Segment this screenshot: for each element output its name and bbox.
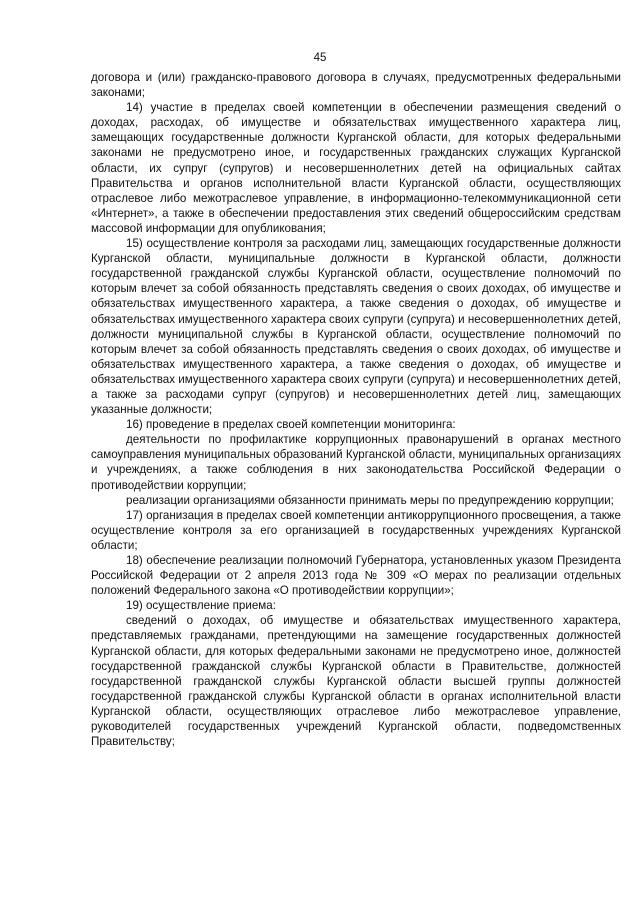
document-body	[91, 70, 621, 749]
paragraph-item-16: 16) проведение в пределах своей компетенции мониторинга:	[126, 418, 456, 432]
paragraph-item-16-sub-1: деятельности по профилактике коррупционных правонарушений в органах местного самоуправления муниципальных образований Курганской области, муниципальных организациях и учреждениях, а также соблюдения в них законодательства Российской Федерации о противодействии коррупции;	[91, 433, 621, 492]
paragraph: договора и (или) гражданско-правового договора в случаях, предусмотренных федеральными законами;	[91, 71, 621, 100]
page-number: 45	[313, 52, 327, 64]
paragraph-item-19: 19) осуществление приема:	[126, 599, 276, 613]
paragraph-item-15: 15) осуществление контроля за расходами лиц, замещающих государственные должности Курганской области, муниципальные должности в Курганской области, должности государственной гражданской службы Курганской области, осуществление полномочий по которым влечет за собой обязанность представлять сведения о своих доходах, об имуществе и обязательствах имущественного характера, а также сведения о доходах, об имуществе и обязательствах имущественного характера своих супруги (супруга) и несовершеннолетних детей, должности муниципальной службы в Курганской области, осуществление полномочий по которым влечет за собой обязанность представлять сведения о своих доходах, об имуществе и обязательствах имущественного характера, а также сведения о доходах, об имуществе и обязательствах имущественного характера своих супруги (супруга) и несовершеннолетних детей, а также за расходами супруг (супругов) и несовершеннолетних детей лиц, замещающих указанные должности;	[91, 237, 621, 417]
paragraph-item-19-sub-1: сведений о доходах, об имуществе и обязательствах имущественного характера, представляемых гражданами, претендующими на замещение государственных должностей Курганской области, для которых федеральными законами не предусмотрено иное, должностей государственной гражданской службы Курганской области в Правительстве, должностей государственной гражданской службы Курганской области высшей группы должностей государственной гражданской службы Курганской области в органах исполнительной власти Курганской области, осуществляющих отраслевое либо межотраслевое управление, руководителей государственных учреждений Курганской области, подведомственных Правительству;	[91, 614, 621, 749]
paragraph-item-14: 14) участие в пределах своей компетенции в обеспечении размещения сведений о доходах, расходах, об имуществе и обязательствах имущественного характера лиц, замещающих государственные должности Курганской области, для которых федеральными законами не предусмотрено иное, и государственных гражданских служащих Курганской области, их супруг (супругов) и несовершеннолетних детей на официальных сайтах Правительства и органов исполнительной власти Курганской области, осуществляющих отраслевое либо межотраслевое управление, в информационно-телекоммуникационной сети «Интернет», а также в обеспечении предоставления этих сведений общероссийским средствам массовой информации для опубликования;	[91, 101, 621, 235]
paragraph-item-18: 18) обеспечение реализации полномочий Губернатора, установленных указом Президента Российской Федерации от 2 апреля 2013 года № 309 «О мерах по реализации отдельных положений Федерального закона «О противодействии коррупции»;	[91, 554, 621, 598]
paragraph-item-16-sub-2: реализации организациями обязанности принимать меры по предупреждению коррупции;	[126, 493, 614, 507]
paragraph-item-17: 17) организация в пределах своей компетенции антикоррупционного просвещения, а также осуществление контроля за его организацией в государственных учреждениях Курганской области;	[91, 508, 621, 552]
